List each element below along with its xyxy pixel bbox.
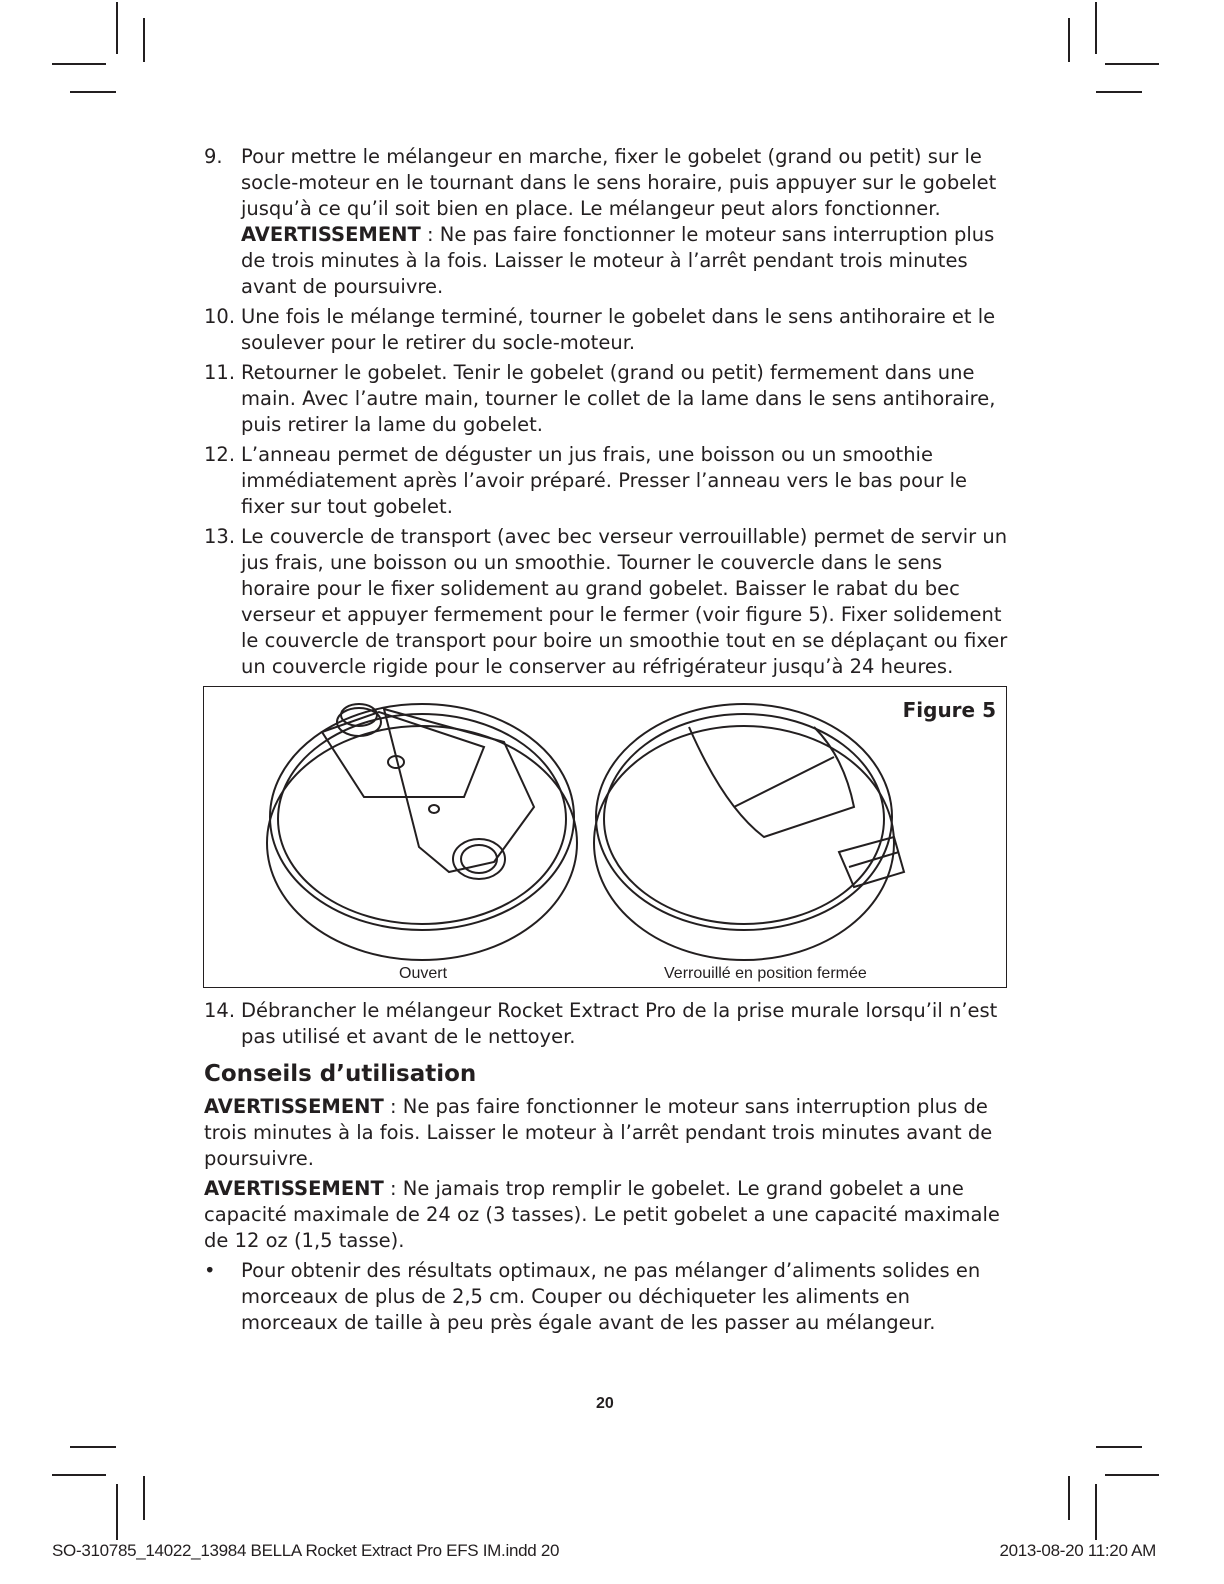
crop-mark bbox=[116, 1484, 118, 1540]
lid-illustrations bbox=[204, 687, 1006, 987]
caption-open: Ouvert bbox=[399, 965, 448, 982]
crop-mark bbox=[70, 91, 116, 93]
slug-filename: SO-310785_14022_13984 BELLA Rocket Extract Pro EFS IM.indd 20 bbox=[52, 1541, 560, 1560]
section-heading: Conseils d’utilisation bbox=[204, 1061, 477, 1087]
figure-title: Figure 5 bbox=[902, 698, 996, 722]
step-text: Pour mettre le mélangeur en marche, fixer le gobelet (grand ou petit) sur le socle-moteur en le tournant dans le sens horaire, puis appuyer sur le gobelet jusqu’à ce qu’il soit bien en place. Le mélangeur peut alors fonctionner. bbox=[241, 145, 997, 220]
step-9 bbox=[204, 144, 1012, 300]
step-12 bbox=[204, 442, 1012, 520]
warning-text: : Ne pas faire fonctionner le moteur sans interruption plus de trois minutes à la fois. Laisser le moteur à l’arrêt pendant trois minutes avant de poursuivre. bbox=[204, 1095, 993, 1170]
figure-5 bbox=[203, 686, 1007, 988]
step-10 bbox=[204, 304, 1012, 356]
step-text: Retourner le gobelet. Tenir le gobelet (grand ou petit) fermement dans une main. Avec l’autre main, tourner le collet de la lame dans le sens antihoraire, puis retirer la lame du gobelet. bbox=[241, 361, 996, 436]
crop-mark bbox=[52, 1474, 106, 1476]
warning-label: AVERTISSEMENT bbox=[204, 1177, 384, 1200]
step-text: L’anneau permet de déguster un jus frais, une boisson ou un smoothie immédiatement après l’avoir préparé. Presser l’anneau vers le bas pour le fixer sur tout gobelet. bbox=[241, 443, 968, 518]
crop-mark bbox=[70, 1446, 116, 1448]
crop-mark bbox=[1105, 63, 1159, 65]
lid-open-drawing bbox=[267, 704, 577, 960]
warning-label: AVERTISSEMENT bbox=[241, 223, 421, 246]
page-content bbox=[204, 144, 1012, 1336]
slug-timestamp: 2013-08-20 11:20 AM bbox=[999, 1541, 1156, 1560]
step-11 bbox=[204, 360, 1012, 438]
crop-mark bbox=[1068, 18, 1070, 62]
warning-label: AVERTISSEMENT bbox=[204, 1095, 384, 1118]
crop-mark bbox=[1096, 1446, 1142, 1448]
crop-mark bbox=[1096, 91, 1142, 93]
step-text: Une fois le mélange terminé, tourner le gobelet dans le sens antihoraire et le soulever pour le retirer du socle-moteur. bbox=[241, 305, 996, 354]
crop-mark bbox=[1095, 1484, 1097, 1540]
step-number: 12. bbox=[204, 443, 236, 466]
warning-paragraph bbox=[204, 1176, 1012, 1254]
step-14 bbox=[204, 998, 1012, 1050]
bullet-marker: • bbox=[204, 1259, 216, 1282]
crop-mark bbox=[52, 63, 106, 65]
step-number: 14. bbox=[204, 999, 236, 1022]
step-text: : Ne pas faire fonctionner le moteur sans interruption plus de trois minutes à la fois. Laisser le moteur à l’arrêt pendant trois minutes avant de poursuivre. bbox=[241, 223, 995, 298]
caption-locked: Verrouillé en position fermée bbox=[664, 965, 867, 982]
step-text: Le couvercle de transport (avec bec verseur verrouillable) permet de servir un jus frais, une boisson ou un smoothie. Tourner le couvercle dans le sens horaire pour le fixer solidement au grand gobelet. Baisser le rabat du bec verseur et appuyer fermement pour le fermer (voir figure 5). Fixer solidement le couvercle de transport pour boire un smoothie tout en se déplaçant ou fixer un couvercle rigide pour le conserver au réfrigérateur jusqu’à 24 heures. bbox=[241, 525, 1008, 678]
crop-mark bbox=[1068, 1476, 1070, 1520]
page-number: 20 bbox=[596, 1395, 614, 1412]
crop-mark bbox=[116, 2, 118, 54]
crop-mark bbox=[143, 18, 145, 62]
step-number: 13. bbox=[204, 525, 236, 548]
bullet-item bbox=[204, 1258, 1012, 1336]
crop-mark bbox=[1105, 1474, 1159, 1476]
warning-text: : Ne jamais trop remplir le gobelet. Le grand gobelet a une capacité maximale de 24 oz (3 tasses). Le petit gobelet a une capacité maximale de 12 oz (1,5 tasse). bbox=[204, 1177, 1000, 1252]
step-text: Débrancher le mélangeur Rocket Extract Pro de la prise murale lorsqu’il n’est pas utilisé et avant de le nettoyer. bbox=[241, 999, 998, 1048]
step-13 bbox=[204, 524, 1012, 680]
bullet-text: Pour obtenir des résultats optimaux, ne pas mélanger d’aliments solides en morceaux de plus de 2,5 cm. Couper ou déchiqueter les aliments en morceaux de taille à peu près égale avant de les passer au mélangeur. bbox=[241, 1259, 981, 1334]
step-number: 9. bbox=[204, 145, 223, 168]
crop-mark bbox=[1095, 2, 1097, 54]
step-number: 10. bbox=[204, 305, 236, 328]
warning-paragraph bbox=[204, 1094, 1012, 1172]
step-number: 11. bbox=[204, 361, 236, 384]
lid-locked-drawing bbox=[594, 704, 904, 960]
crop-mark bbox=[143, 1476, 145, 1520]
